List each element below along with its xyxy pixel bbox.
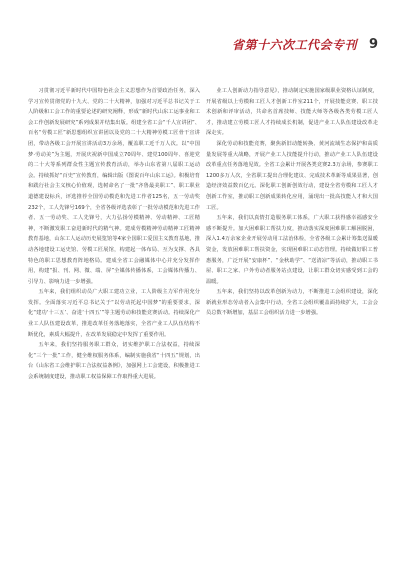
left-column (28, 86, 200, 383)
paragraph: 五年来，我们以真情打造服务职工体系，广大职工获得感幸福感安全感不断提升。加大困难职工帮扶力度，推动落实深度困难职工解困脱困，深入1.4万余家企业开展劳动用工法治体检，全省各级工会累计筹集送温暖资金，发放困难职工帮扶资金，实现困难职工动态管理。持续做好职工普惠服务，广泛开展“安康杯”、“金秋助学”、“送清凉”等活动，推动职工书屋、职工之家、户外劳动者服务站点建设，让职工群众切实感受到工会的温暖。 (206, 215, 378, 285)
paragraph: 习贯彻习近平新时代中国特色社会主义思想作为首要政治任务，深入学习宣传贯彻党的十九大、党的二十大精神，加强对习近平总书记关于工人阶级和工会工作的重要论述的研究阐释，形成“新时代山东工运事业和工会工作创新发展研究”系列成果并结集出版。组建全省工会“千人宣讲团”、百名“劳模工匠”新思想组织宣讲团以及党的二十大精神劳模工匠骨干宣讲团，带动各级工会开展宣讲活动3万余场，覆盖职工近千万人次。以“中国梦·劳动美”为主题，开展庆祝新中国成立70周年、建党100周年、喜迎党的二十大等系列群众性主题宣传教育活动，举办山东省第八届职工运动会。持续抓好“百史”宣传教育，编辑出版《图说百年山东工运》。积极培育和践行社会主义核心价值观，选树命名了一批“齐鲁最美职工”、职工职业道德建设标兵，评选推荐全国劳动模范和先进工作者125名，五一劳动奖232个，工人先锋号169个，全省各级评选表彰了一批劳动模范和先进工作者、五一劳动奖、工人先锋号，大力弘扬劳模精神、劳动精神、工匠精神，不断激发职工奋进新时代的精气神。建成劳模精神劳动精神工匠精神教育基地，山东工人运动历史展览馆等4家全国职工爱国主义教育基地，推动各地建设工运史馆、劳模工匠展馆，构建起一体布局、互为支撑、各具特色的职工思想教育阵地格局。建成全省工会融媒体中心并充分发挥作用，构建“报、刊、网、微、端、屏”全媒体传播体系，工会媒体传播力、引导力、影响力进一步增强。 (28, 88, 200, 285)
paragraph: 五年来，我们坚持服务职工群众，切实维护职工合法权益，持续深化“三个一批”工作，健全维权服务体系，编制实施我省“十四五”规划，出台《山东省工会维护职工合法权益条例》，加强网上工会建设，积极推进工会系统制度建设，推动职工权益保障工作取得重大进展。 (28, 342, 200, 381)
running-title: 省第十六次工代会专刊 (231, 38, 357, 52)
paragraph: 五年来，我们组织动员广大职工建功立业，工人阶级主力军作用充分发挥。全面落实习近平总书记关于“以劳动托起中国梦”的重要要求，深化“建功‘十三五’、奋进‘十四五’”等主题劳动和技能竞赛活动。持续深化产业工人队伍建设改革，推进改革任务落地落实，全省产业工人队伍结构不断优化，素质大幅提升，在改革发展稳定中发挥了重要作用。 (28, 289, 200, 338)
page-header (232, 36, 378, 53)
paragraph: 五年来，我们坚持以改革创新为动力，不断推进工会组织建设，深化新就业形态劳动者入会集中行动，全省工会组织覆盖面持续扩大，工会会员总数不断增加，基层工会组织活力进一步增强。 (206, 289, 378, 317)
page-number: 9 (368, 37, 378, 52)
right-column (206, 86, 378, 319)
paragraph: 深化劳动和技能竞赛，聚焦新旧动能转换、黄河流域生态保护和高质量发展等重大战略，开展产业工人技能提升行动，推动产业工人队伍建设改革重点任务落地见效。全省工会累计开展各类竞赛2.3万余场，参赛职工1200多万人次，全省职工提出合理化建议、完成技术革新等成果显著，创造经济效益数百亿元。深化职工创新创效行动，建设全省劳模和工匠人才创新工作室，推动职工创新成果转化应用，涌现出一批高技能人才和大国工匠。 (206, 140, 378, 211)
paragraph: 业工人创新动力指导意见》，推动制定实施国家级职业资格认证制度，开展省级以上劳模和工匠人才创新工作室211个，开展技能竞赛、职工技术创新和评审活动，共命名首席技师、技能大师等各级各类劳模工匠人才，推动建立劳模工匠人才持续成长机制，促进产业工人队伍建设改革走深走实。 (206, 88, 378, 137)
